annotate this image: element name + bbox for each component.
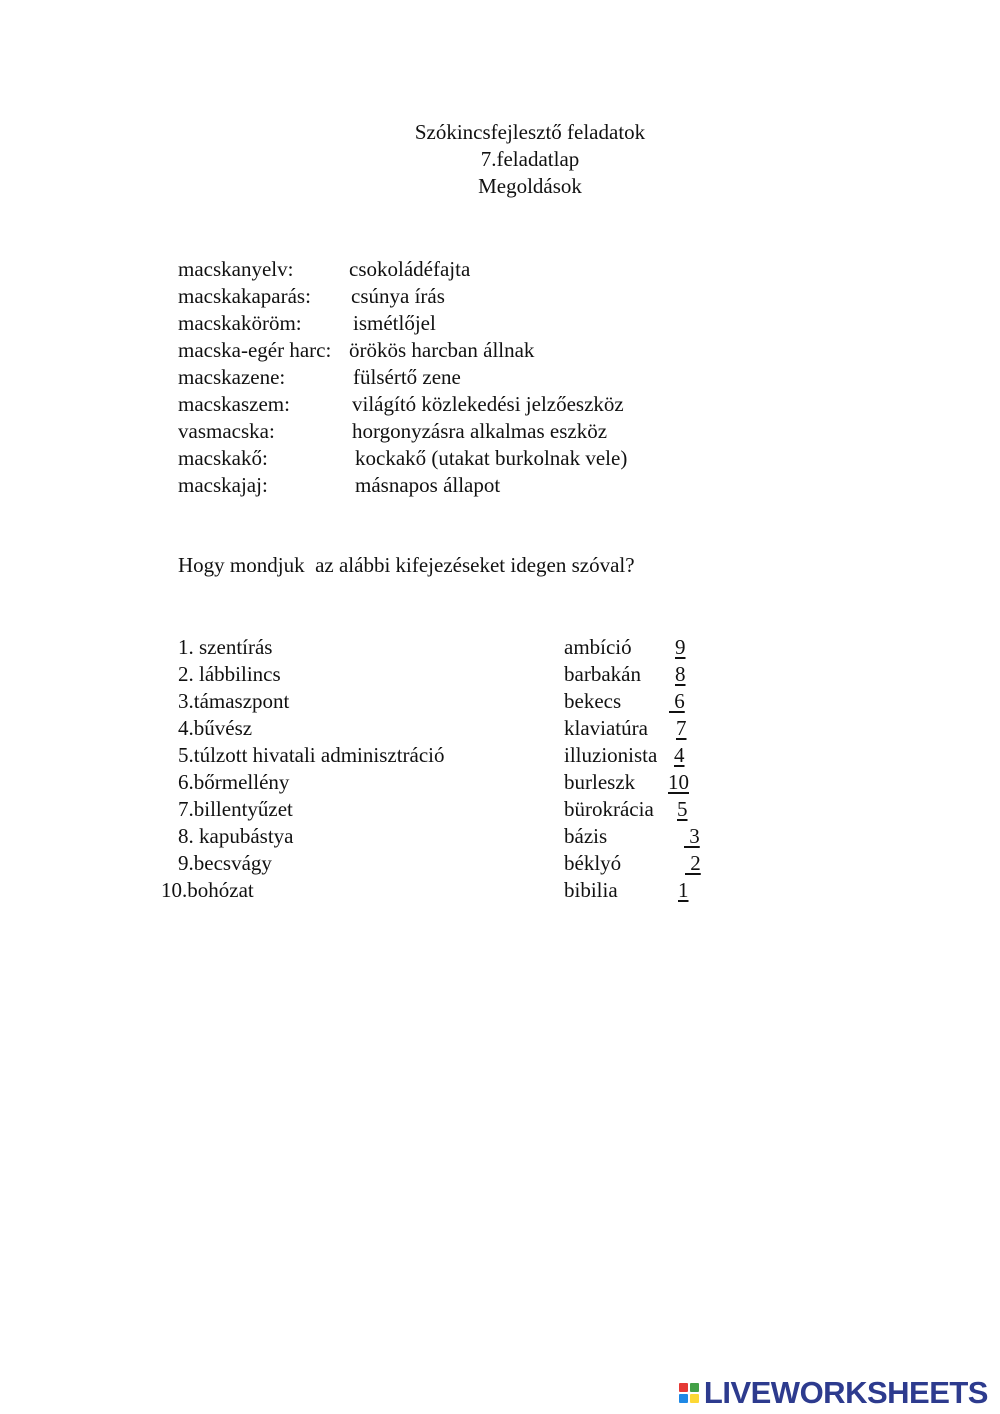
matching-item: 1. szentírás bbox=[178, 635, 273, 659]
foreign-word: bürokrácia bbox=[564, 797, 654, 821]
definition-term: macskakaparás: bbox=[178, 284, 311, 308]
foreign-word: bibilia bbox=[564, 878, 618, 902]
foreign-word: burleszk bbox=[564, 770, 636, 794]
definition-term: macskaszem: bbox=[178, 392, 290, 416]
definition-term: macska-egér harc: bbox=[178, 338, 332, 362]
definition-meaning: örökös harcban állnak bbox=[349, 338, 535, 362]
definition-term: macskakő: bbox=[178, 446, 268, 470]
worksheet-number: 7.feladatlap bbox=[480, 147, 580, 171]
matching-item: 9.becsvágy bbox=[178, 851, 272, 875]
page-title: Szókincsfejlesztő feladatok bbox=[414, 120, 646, 144]
answer-number: 2 bbox=[685, 851, 701, 875]
definition-meaning: másnapos állapot bbox=[355, 473, 501, 497]
foreign-word: ambíció bbox=[564, 635, 632, 659]
matching-item: 10.bohózat bbox=[161, 878, 254, 902]
foreign-word: klaviatúra bbox=[564, 716, 648, 740]
matching-item: 6.bőrmellény bbox=[178, 770, 290, 794]
definition-meaning: csúnya írás bbox=[351, 284, 445, 308]
matching-item: 8. kapubástya bbox=[178, 824, 294, 848]
matching-item: 7.billentyűzet bbox=[178, 797, 293, 821]
foreign-word: bekecs bbox=[564, 689, 622, 713]
foreign-word: illuzionista bbox=[564, 743, 658, 767]
liveworksheets-logo bbox=[679, 1375, 988, 1410]
definition-meaning: világító közlekedési jelzőeszköz bbox=[352, 392, 624, 416]
definition-meaning: fülsértő zene bbox=[353, 365, 461, 389]
foreign-word: bázis bbox=[564, 824, 608, 848]
matching-item: 5.túlzott hivatali adminisztráció bbox=[178, 743, 445, 767]
answer-number: 5 bbox=[677, 797, 688, 821]
answer-number: 6 bbox=[669, 689, 685, 713]
answer-number: 10 bbox=[668, 770, 689, 794]
definition-meaning: ismétlőjel bbox=[353, 311, 436, 335]
matching-item: 2. lábbilincs bbox=[178, 662, 281, 686]
foreign-word: barbakán bbox=[564, 662, 641, 686]
definition-meaning: kockakő (utakat burkolnak vele) bbox=[355, 446, 628, 470]
definition-meaning: csokoládéfajta bbox=[349, 257, 471, 281]
foreign-word: béklyó bbox=[564, 851, 622, 875]
answer-number: 3 bbox=[684, 824, 700, 848]
question-text: Hogy mondjuk az alábbi kifejezéseket idegen szóval? bbox=[178, 553, 635, 577]
definition-term: macskazene: bbox=[178, 365, 286, 389]
logo-grid-icon bbox=[679, 1383, 699, 1403]
matching-item: 3.támaszpont bbox=[178, 689, 290, 713]
definition-term: vasmacska: bbox=[178, 419, 275, 443]
definition-meaning: horgonyzásra alkalmas eszköz bbox=[352, 419, 608, 443]
solutions-label: Megoldások bbox=[478, 174, 582, 198]
logo-text: LIVEWORKSHEETS bbox=[703, 1375, 988, 1410]
matching-item: 4.bűvész bbox=[178, 716, 253, 740]
definition-term: macskanyelv: bbox=[178, 257, 294, 281]
answer-number: 8 bbox=[675, 662, 686, 686]
definition-term: macskaköröm: bbox=[178, 311, 302, 335]
definition-term: macskajaj: bbox=[178, 473, 268, 497]
answer-number: 4 bbox=[674, 743, 685, 767]
answer-number: 1 bbox=[678, 878, 689, 902]
answer-number: 9 bbox=[675, 635, 686, 659]
answer-number: 7 bbox=[676, 716, 687, 740]
